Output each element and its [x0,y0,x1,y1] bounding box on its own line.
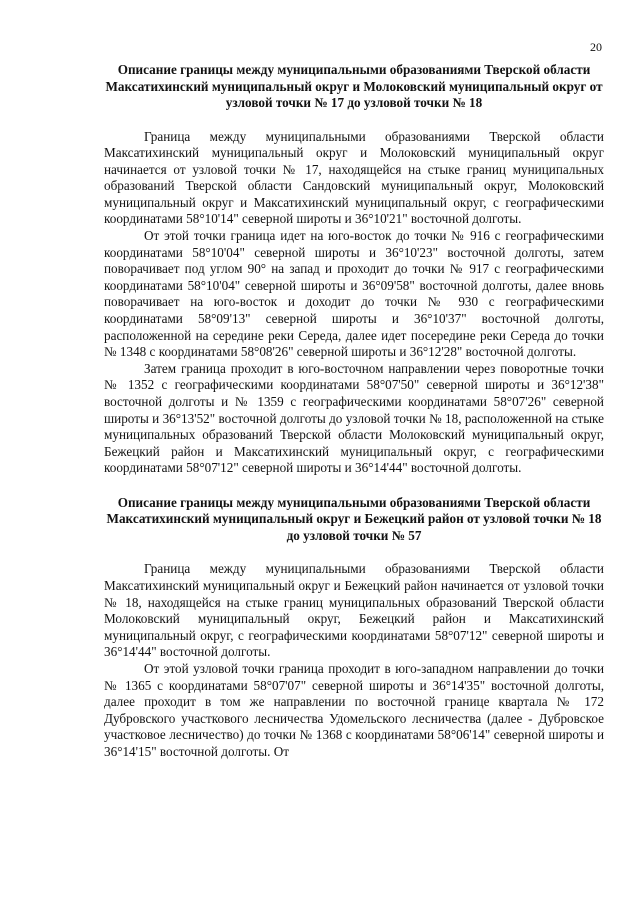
section-heading: Описание границы между муниципальными образованиями Тверской области Максатихинский муниципальный округ и Бежецкий район от узловой точки № 18 до узловой точки № 57 [106,494,602,543]
page-number: 20 [590,40,602,54]
section-paragraph: От этой узловой точки граница проходит в юго-западном направлении до точки № 1365 с координатами 58°07'07" северной широты и 36°14'35" восточной долготы, далее проходит в том же направлении по восточной границе квартала № 172 Дубровского участкового лесничества Удомельского лесничества (далее - Дубровское участковое лесничество) до точки № 1368 с координатами 58°06'14" северной широты и 36°14'15" восточной долготы. От [104,661,604,759]
document-body [104,62,604,761]
section-paragraph: Граница между муниципальными образованиями Тверской области Максатихинский муниципальный округ и Молоковский муниципальный округ начинается от узловой точки № 17, находящейся на стыке границ муниципальных образований Тверской области Сандовский муниципальный округ, Молоковский муниципальный округ и Максатихинский муниципальный округ, с географическими координатами 58°10'14" северной широты и 36°10'21" восточной долготы. [104,128,604,227]
section-paragraph: Затем граница проходит в юго-восточном направлении через поворотные точки № 1352 с географическими координатами 58°07'50" северной широты и 36°12'38" восточной долготы и № 1359 с географическими координатами 58°07'26" северной широты и 36°13'52" восточной долготы до узловой точки № 18, расположенной на стыке муниципальных образований Тверской области Молоковский муниципальный округ, Бежецкий район и Максатихинский муниципальный округ, с географическими координатами 58°07'12" северной широты и 36°14'44" восточной долготы. [104,360,604,476]
section-boundary-18-57 [104,495,604,761]
section-heading: Описание границы между муниципальными образованиями Тверской области Максатихинский муниципальный округ и Молоковский муниципальный округ от узловой точки № 17 до узловой точки № 18 [105,62,603,110]
section-boundary-17-18 [104,62,604,477]
section-paragraph: От этой точки граница идет на юго-восток до точки № 916 с географическими координатами 58°10'04" северной широты и 36°10'23" восточной долготы, затем поворачивает под углом 90° на запад и проходит до точки № 917 с географическими координатами 58°10'04" северной широты и 36°09'58" восточной долготы, далее вновь поворачивает на юго-восток и доходит до точки № 930 с географическими координатами 58°09'13" северной широты и 36°10'37" восточной долготы, расположенной на середине реки Середа, далее идет посередине реки Середа до точки № 1348 с координатами 58°08'26" северной широты и 36°12'28" восточной долготы. [104,228,604,360]
section-paragraph: Граница между муниципальными образованиями Тверской области Максатихинский муниципальный округ и Бежецкий район начинается от узловой точки № 18, находящейся на стыке границ муниципальных образований Тверской области Молоковский муниципальный округ, Бежецкий район и Максатихинский муниципальный округ, с географическими координатами 58°07'12" северной широты и 36°14'44" восточной долготы. [104,561,604,660]
